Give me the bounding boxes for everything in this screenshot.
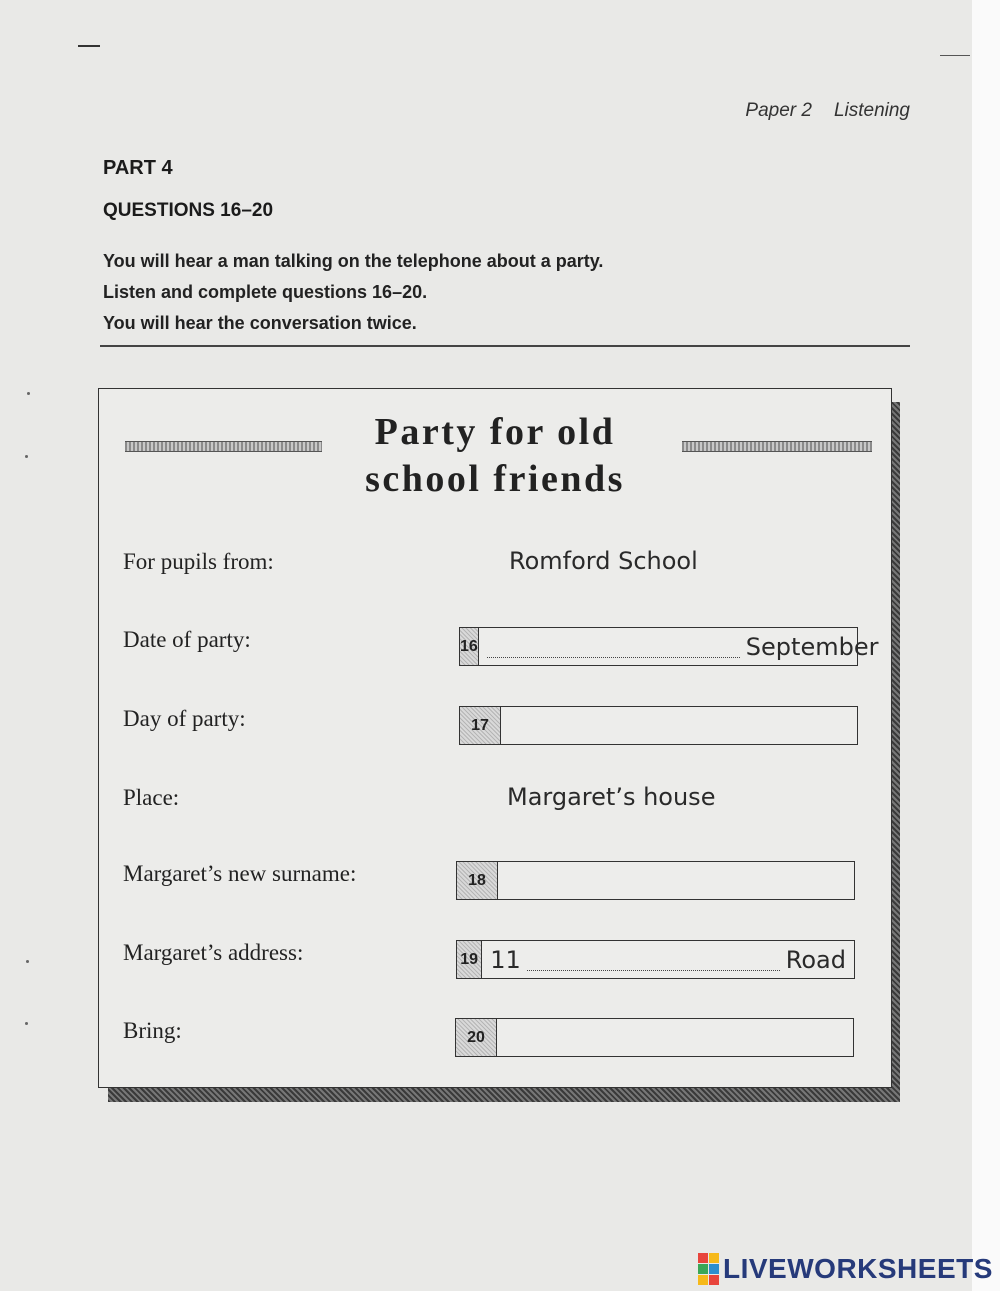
answer-input-19[interactable] — [527, 948, 780, 971]
instruction-line: You will hear the conversation twice. — [103, 313, 417, 333]
questions-heading: QUESTIONS 16–20 — [103, 200, 274, 221]
scan-dot — [25, 455, 28, 458]
question-number: 17 — [460, 707, 501, 744]
answer-box-18 — [456, 861, 855, 900]
row-day — [99, 706, 891, 746]
answer-field-area — [482, 941, 854, 978]
answer-input-18[interactable] — [506, 861, 846, 900]
row-label: Day of party: — [123, 706, 246, 731]
row-label: Bring: — [123, 1018, 182, 1043]
page-edge — [972, 0, 1000, 1291]
given-answer: Romford School — [509, 547, 698, 575]
question-number: 18 — [457, 862, 498, 899]
form-title-line: Party for old — [374, 411, 616, 453]
part-heading: PART 4 — [103, 157, 173, 179]
row-date — [99, 627, 891, 667]
answer-box-19 — [456, 940, 855, 979]
form-title — [99, 409, 891, 503]
answer-input-20[interactable] — [505, 1018, 845, 1057]
given-answer: Margaret’s house — [507, 783, 716, 811]
question-number: 20 — [456, 1019, 497, 1056]
answer-input-17[interactable] — [509, 706, 849, 745]
party-form — [98, 388, 892, 1088]
answer-field-area — [501, 707, 857, 744]
answer-prefix: 11 — [490, 945, 521, 974]
answer-box-16 — [459, 627, 879, 666]
answer-field-area — [498, 862, 854, 899]
paper-label: Paper 2 — [745, 100, 812, 121]
logo-text: LIVEWORKSHEETS — [723, 1253, 993, 1284]
row-bring — [99, 1018, 891, 1058]
instructions — [103, 246, 603, 339]
page-header — [745, 100, 910, 122]
row-label: Margaret’s new surname: — [123, 861, 357, 886]
answer-input-16[interactable] — [487, 635, 740, 658]
scan-dot — [27, 392, 30, 395]
liveworksheets-logo — [698, 1253, 993, 1285]
row-place — [99, 779, 891, 819]
divider — [100, 345, 910, 347]
question-number: 19 — [457, 941, 482, 978]
form-title-line: school friends — [365, 458, 625, 500]
row-label: Margaret’s address: — [123, 940, 304, 965]
row-pupils-from — [99, 543, 891, 583]
row-address — [99, 940, 891, 980]
answer-box-20 — [455, 1018, 854, 1057]
row-label: Place: — [123, 785, 180, 810]
answer-suffix: Road — [785, 945, 846, 974]
question-number: 16 — [460, 628, 479, 665]
instruction-line: You will hear a man talking on the telephone about a party. — [103, 251, 604, 271]
row-label: Date of party: — [123, 627, 251, 652]
answer-field-area — [479, 628, 887, 665]
logo-icon — [698, 1253, 719, 1285]
instruction-line: Listen and complete questions 16–20. — [103, 282, 428, 302]
answer-box-17 — [459, 706, 858, 745]
scan-dot — [26, 960, 29, 963]
answer-suffix: September — [745, 632, 879, 661]
scan-mark — [940, 55, 970, 56]
scan-mark — [78, 45, 100, 47]
answer-field-area — [497, 1019, 853, 1056]
section-label: Listening — [833, 100, 910, 121]
row-surname — [99, 861, 891, 901]
scan-dot — [25, 1022, 28, 1025]
row-label: For pupils from: — [123, 549, 274, 574]
